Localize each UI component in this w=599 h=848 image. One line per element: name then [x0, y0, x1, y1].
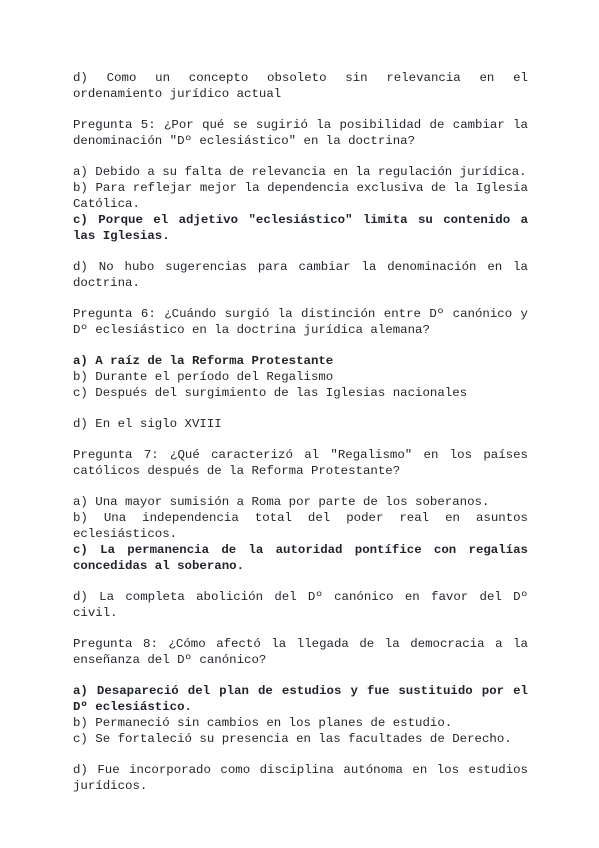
- answer-option-b: b) Para reflejar mejor la dependencia exclusiva de la Iglesia Católica.: [73, 181, 528, 211]
- answer-option-b: b) Permaneció sin cambios en los planes de estudio.: [73, 716, 453, 730]
- answer-option-a: a) Una mayor sumisión a Roma por parte de los soberanos.: [73, 495, 490, 509]
- answer-option-d: d) Fue incorporado como disciplina autónoma en los estudios jurídicos.: [73, 763, 528, 793]
- document-page: [73, 70, 528, 809]
- question-6: Pregunta 6: ¿Cuándo surgió la distinción entre Dº canónico y Dº eclesiástico en la doctrina jurídica alemana?: [73, 307, 528, 337]
- question-8: Pregunta 8: ¿Cómo afectó la llegada de la democracia a la enseñanza del Dº canónico?: [73, 637, 528, 667]
- correct-answer-option-a: a) Desapareció del plan de estudios y fue sustituido por el Dº eclesiástico.: [73, 684, 528, 714]
- correct-answer-option-c: c) Porque el adjetivo "eclesiástico" limita su contenido a las Iglesias.: [73, 213, 528, 243]
- question-5: Pregunta 5: ¿Por qué se sugirió la posibilidad de cambiar la denominación "Dº eclesiástico" en la doctrina?: [73, 118, 528, 148]
- correct-answer-option-a: a) A raíz de la Reforma Protestante: [73, 354, 334, 368]
- question-7: Pregunta 7: ¿Qué caracterizó al "Regalismo" en los países católicos después de la Reforma Protestante?: [73, 448, 528, 478]
- answer-option-c: c) Después del surgimiento de las Iglesias nacionales: [73, 386, 468, 400]
- answer-option-d: d) La completa abolición del Dº canónico en favor del Dº civil.: [73, 590, 528, 620]
- answer-option-d: d) Como un concepto obsoleto sin relevancia en el ordenamiento jurídico actual: [73, 71, 528, 101]
- options-question-7: [73, 494, 528, 574]
- answer-option-d: d) No hubo sugerencias para cambiar la denominación en la doctrina.: [73, 260, 528, 290]
- correct-answer-option-c: c) La permanencia de la autoridad pontífice con regalías concedidas al soberano.: [73, 543, 528, 573]
- options-question-6: [73, 353, 528, 401]
- answer-option-d: d) En el siglo XVIII: [73, 417, 222, 431]
- options-question-8: [73, 683, 528, 747]
- options-question-5: [73, 164, 528, 244]
- answer-option-a: a) Debido a su falta de relevancia en la regulación jurídica.: [73, 165, 527, 179]
- answer-option-b: b) Durante el período del Regalismo: [73, 370, 334, 384]
- answer-option-b: b) Una independencia total del poder real en asuntos eclesiásticos.: [73, 511, 528, 541]
- answer-option-c: c) Se fortaleció su presencia en las facultades de Derecho.: [73, 732, 512, 746]
